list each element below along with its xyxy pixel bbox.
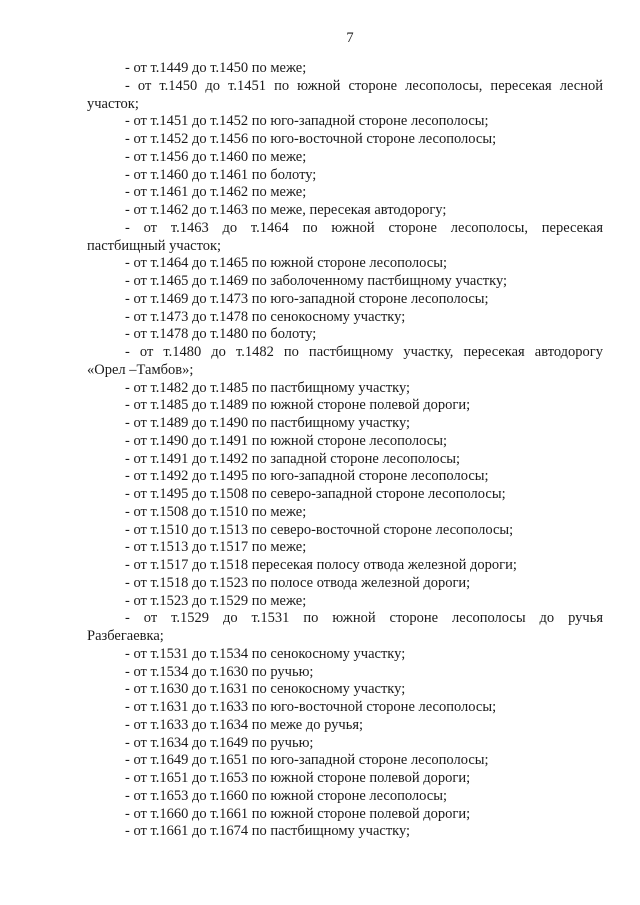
boundary-segment-line: - от т.1529 до т.1531 по южной стороне лесополосы до ручья [125, 610, 603, 627]
text-line-continuation: участок; [87, 95, 139, 112]
boundary-segment-line: - от т.1480 до т.1482 по пастбищному участку, пересекая автодорогу [125, 344, 603, 360]
text-line-continuation: «Орел –Тамбов»; [87, 361, 194, 378]
boundary-segment-line: - от т.1651 до т.1653 по южной стороне полевой дороги; [125, 770, 471, 786]
boundary-segment-line: - от т.1456 до т.1460 по меже; [125, 148, 307, 165]
boundary-segment-line: - от т.1450 до т.1451 по южной стороне лесополосы, пересекая лесной [125, 77, 603, 94]
boundary-segment-line: - от т.1485 до т.1489 по южной стороне полевой дороги; [125, 397, 471, 414]
boundary-segment-line: - от т.1492 до т.1495 по юго-западной стороне лесополосы; [125, 468, 489, 485]
boundary-segment-line: - от т.1452 до т.1456 по юго-восточной стороне лесополосы; [125, 131, 497, 147]
boundary-segment-line: - от т.1482 до т.1485 по пастбищному участку; [125, 379, 411, 396]
page-number: 7 [346, 30, 354, 46]
boundary-segment-line: - от т.1630 до т.1631 по сенокосному участку; [125, 681, 406, 698]
boundary-segment-line: - от т.1469 до т.1473 по юго-западной стороне лесополосы; [125, 290, 489, 307]
boundary-segment-line: - от т.1495 до т.1508 по северо-западной стороне лесополосы; [125, 486, 506, 502]
boundary-segment-line: - от т.1517 до т.1518 пересекая полосу отвода железной дороги; [125, 557, 517, 573]
boundary-segment-line: - от т.1463 до т.1464 по южной стороне лесополосы, пересекая [125, 219, 603, 236]
boundary-segment-line: - от т.1518 до т.1523 по полосе отвода железной дороги; [125, 574, 471, 591]
boundary-segment-line: - от т.1534 до т.1630 по ручью; [125, 663, 314, 680]
boundary-segment-line: - от т.1660 до т.1661 по южной стороне полевой дороги; [125, 805, 471, 822]
boundary-segment-line: - от т.1489 до т.1490 по пастбищному участку; [125, 415, 411, 431]
text-line-continuation: Разбегаевка; [87, 628, 164, 644]
boundary-segment-line: - от т.1531 до т.1534 по сенокосному участку; [125, 645, 406, 662]
boundary-segment-line: - от т.1462 до т.1463 по меже, пересекая автодорогу; [125, 202, 447, 218]
boundary-description [87, 60, 603, 841]
boundary-segment-line: - от т.1508 до т.1510 по меже; [125, 503, 307, 520]
boundary-segment-line: - от т.1649 до т.1651 по юго-западной стороне лесополосы; [125, 752, 489, 769]
boundary-segment-line: - от т.1461 до т.1462 по меже; [125, 184, 307, 201]
boundary-segment-line: - от т.1491 до т.1492 по западной стороне лесополосы; [125, 450, 461, 467]
boundary-segment-line: - от т.1510 до т.1513 по северо-восточной стороне лесополосы; [125, 521, 514, 538]
boundary-segment-line: - от т.1523 до т.1529 по меже; [125, 592, 307, 609]
text-line-continuation: пастбищный участок; [87, 237, 222, 254]
boundary-segment-line: - от т.1473 до т.1478 по сенокосному участку; [125, 308, 406, 325]
boundary-segment-line: - от т.1460 до т.1461 по болоту; [125, 166, 317, 183]
boundary-segment-line: - от т.1513 до т.1517 по меже; [125, 539, 307, 556]
boundary-segment-line: - от т.1465 до т.1469 по заболоченному пастбищному участку; [125, 273, 508, 289]
boundary-segment-line: - от т.1633 до т.1634 по меже до ручья; [125, 716, 364, 733]
boundary-segment-line: - от т.1490 до т.1491 по южной стороне лесополосы; [125, 432, 447, 449]
boundary-segment-line: - от т.1451 до т.1452 по юго-западной стороне лесополосы; [125, 113, 489, 130]
boundary-segment-line: - от т.1449 до т.1450 по меже; [125, 60, 307, 76]
boundary-segment-line: - от т.1653 до т.1660 по южной стороне лесополосы; [125, 787, 447, 804]
boundary-segment-line: - от т.1634 до т.1649 по ручью; [125, 734, 314, 751]
boundary-segment-line: - от т.1464 до т.1465 по южной стороне лесополосы; [125, 255, 447, 272]
boundary-segment-line: - от т.1478 до т.1480 по болоту; [125, 326, 317, 343]
boundary-segment-line: - от т.1631 до т.1633 по юго-восточной стороне лесополосы; [125, 699, 497, 715]
boundary-segment-line: - от т.1661 до т.1674 по пастбищному участку; [125, 823, 411, 840]
